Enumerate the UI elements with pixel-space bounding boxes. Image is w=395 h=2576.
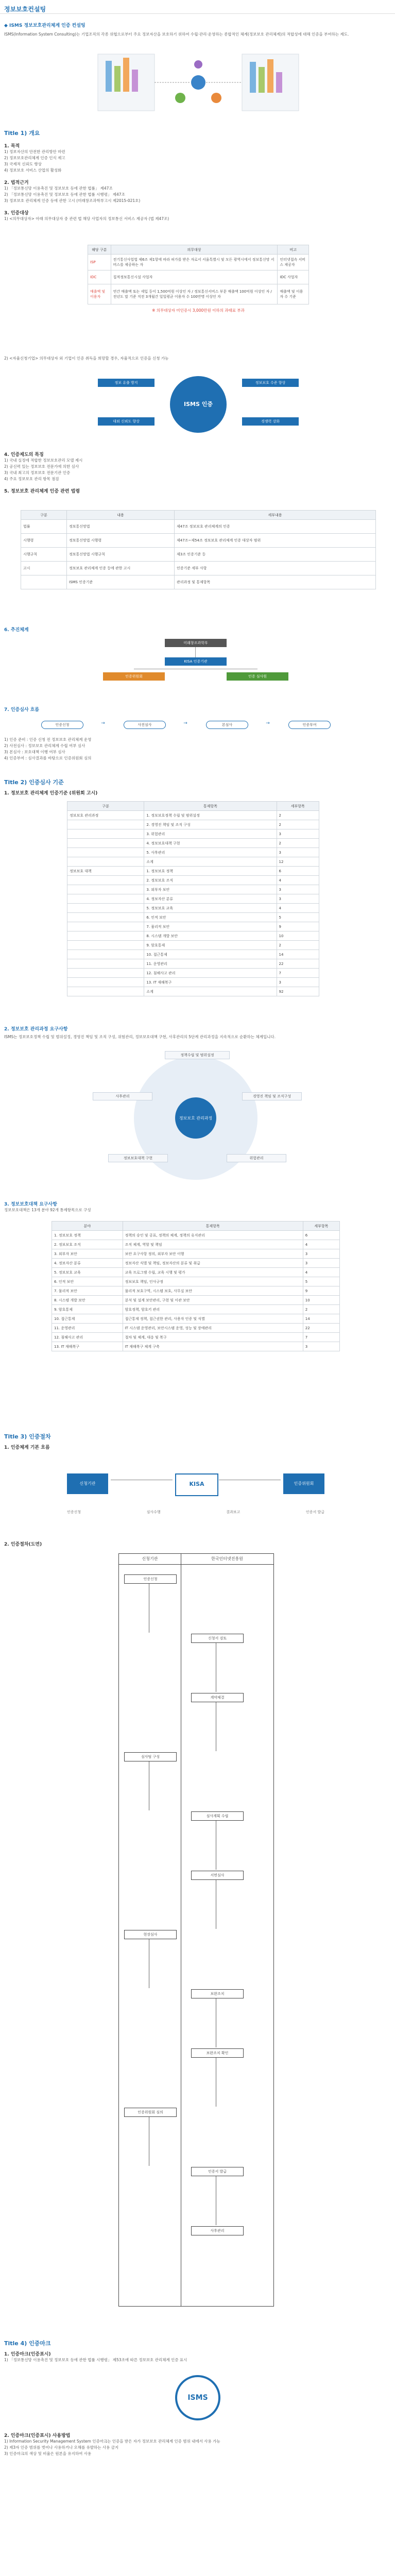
flow-node-applicant: 신청기관 — [67, 1473, 108, 1494]
table-row — [52, 1249, 340, 1259]
table-cell: 교육 프로그램 수립, 교육 시행 및 평가 — [123, 1268, 303, 1277]
table-cell: 10. 접근통제 — [144, 950, 277, 959]
t3-basic-flow — [62, 1453, 330, 1525]
table-cell: 12. 침해사고 관리 — [144, 969, 277, 978]
table-row — [67, 857, 319, 867]
table-cell: 5 — [277, 913, 319, 922]
t4-s2-section — [4, 2432, 391, 2457]
table-cell: 정보보호 관리체계 인증 등에 관한 고시 — [67, 562, 175, 575]
table-row — [67, 811, 319, 820]
table-cell: 22 — [303, 1324, 339, 1333]
table-cell: 1. 정보보호정책 수립 및 범위설정 — [144, 811, 277, 820]
t4-s1-desc: 1) 「정보통신망 이용촉진 및 정보보호 등에 관한 법률 시행령」 제53조에 따른 정보보호 관리체계 인증 표시 — [4, 2358, 187, 2362]
table-cell: 10. 접근통제 — [52, 1314, 123, 1324]
table-cell: IDC 사업자 — [278, 270, 309, 284]
t1-s6-title: 6. 추진체계 — [4, 628, 29, 633]
table-header: 분야 — [52, 1222, 123, 1231]
table-row — [52, 1296, 340, 1305]
table-row — [67, 941, 319, 950]
legend-item: 결과보고 — [226, 1510, 241, 1514]
t2-s2-section — [4, 1025, 391, 1040]
table-cell: 2 — [277, 839, 319, 848]
t4-s2-item: 3) 인증마크의 색상 및 비율은 원본을 유지하여 사용 — [4, 2451, 92, 2456]
legend-item: 인증서 발급 — [305, 1510, 324, 1514]
t2-s1-title: 1. 정보보호 관리체계 인증기준 (위원회 고시) — [4, 791, 98, 796]
t1-s7-item: 1) 인증 준비 : 인증 신청 전 정보보호 관리체계 운영 — [4, 737, 92, 742]
table-header: 세부항목 — [303, 1222, 339, 1231]
table-cell: 7. 물리적 보안 — [144, 922, 277, 931]
header-divider — [0, 13, 395, 14]
table-cell: 3 — [277, 885, 319, 894]
table-cell: 법률 — [21, 520, 67, 534]
table-cell: 7 — [303, 1333, 339, 1342]
t1-title: Title 1) 개요 — [4, 130, 40, 137]
table-cell — [67, 978, 144, 987]
table-cell — [67, 959, 144, 969]
table-cell — [67, 820, 144, 829]
table-cell — [67, 904, 144, 913]
table-row — [67, 848, 319, 857]
table-row — [67, 839, 319, 848]
table-cell: IDC — [88, 270, 111, 284]
table-cell: 14 — [277, 950, 319, 959]
t1-s2-item: 1) 「정보통신망 이용촉진 및 정보보호 등에 관한 법률」 제47조 — [4, 186, 113, 191]
table-header: 구분 — [21, 511, 67, 520]
t1-s2-title: 2. 법적근거 — [4, 180, 29, 185]
table-row — [52, 1342, 340, 1351]
t4-s2-title: 2. 인증마크(인증표시) 사용방법 — [4, 2433, 71, 2438]
table-row — [67, 913, 319, 922]
table-cell: 정보보호 관리과정 — [67, 811, 144, 820]
intro-diagram — [77, 52, 319, 113]
table-cell: 7 — [277, 969, 319, 978]
table-row — [67, 885, 319, 894]
table-cell: 11. 운영관리 — [52, 1324, 123, 1333]
table-cell: 조직 체계, 역할 및 책임 — [123, 1240, 303, 1249]
table-row — [67, 931, 319, 941]
table-row — [52, 1333, 340, 1342]
table-cell: 정보통신망법 — [67, 520, 175, 534]
table-cell: 보안 요구사항 정의, 외부자 보안 이행 — [123, 1249, 303, 1259]
table-cell: 3. 외부자 보안 — [144, 885, 277, 894]
table-cell: 2. 경영진 책임 및 조직 구성 — [144, 820, 277, 829]
table-cell: 13. IT 재해복구 — [52, 1342, 123, 1351]
table-cell: 3 — [277, 829, 319, 839]
t1-s7-item: 2) 사전심사 : 정보보호 관리체계 수립 여부 심사 — [4, 743, 85, 748]
table-cell: 5. 사후관리 — [144, 848, 277, 857]
table-row — [88, 255, 309, 270]
table-cell — [67, 848, 144, 857]
table-cell: IT 재해복구 체계 구축 — [123, 1342, 303, 1351]
table-cell: 인증기준 세부 사항 — [175, 562, 376, 575]
flow-legend — [67, 1510, 324, 1515]
table-row — [67, 820, 319, 829]
table-cell: ISP — [88, 255, 111, 270]
table-cell: 정보보호 책임, 인사규정 — [123, 1277, 303, 1286]
t1-s7-items — [4, 737, 391, 761]
procedure-diagram — [118, 1553, 274, 2307]
t3-s2-section — [4, 1540, 391, 1547]
isms-center-circle: ISMS 인증 — [170, 376, 227, 433]
t1-s3-item2: 2) <자율신청기업> 의무대상자 외 기업이 인증 취득을 희망할 경우, 자율적으로 인증을 신청 가능 — [4, 356, 169, 361]
t2-s2-title: 2. 정보보호 관리과정 요구사항 — [4, 1027, 68, 1032]
t2-s2-desc: ISMS는 정보보호정책 수립 및 범위설정, 경영진 책임 및 조직 구성, 위험관리, 정보보호대책 구현, 사후관리의 5단계 관리과정을 지속적으로 순환하는 체계입니다. — [4, 1035, 276, 1039]
table-cell — [67, 876, 144, 885]
org-connector — [195, 647, 196, 657]
t1-s4-item: 3) 국내 최고의 정보보호 전문기관 인증 — [4, 470, 71, 475]
process-node: 경영진 책임 및 조직구성 — [242, 1092, 302, 1100]
table-cell — [67, 894, 144, 904]
table-cell: 7. 물리적 보안 — [52, 1286, 123, 1296]
proc-step: 신청서 검토 — [191, 1634, 244, 1643]
table-cell: 92 — [277, 987, 319, 996]
table-row — [52, 1231, 340, 1240]
proc-step: 보완조치 확인 — [191, 2048, 244, 2058]
table-cell: 집적정보통신시설 사업자 — [111, 270, 278, 284]
proc-step: 서면심사 — [191, 1871, 244, 1880]
table-row — [52, 1240, 340, 1249]
table-row — [52, 1286, 340, 1296]
org-right: 인증 심사원 — [227, 672, 288, 681]
table-row — [67, 867, 319, 876]
table-cell: 9. 암호통제 — [144, 941, 277, 950]
table-row — [67, 894, 319, 904]
table-cell: 8. 시스템 개발 보안 — [144, 931, 277, 941]
table-cell — [21, 575, 67, 589]
table-header: 통제항목 — [123, 1222, 303, 1231]
table-cell: 13. IT 재해복구 — [144, 978, 277, 987]
table-cell: 시행규칙 — [21, 548, 67, 562]
t1-s5-table — [21, 510, 376, 589]
table-cell: 3 — [277, 848, 319, 857]
t1-s1-item: 1) 정보자산의 안전한 관리방안 마련 — [4, 149, 65, 154]
table-cell: 2 — [277, 941, 319, 950]
table-row — [21, 520, 376, 534]
t2-s1-table — [67, 801, 319, 996]
table-cell: 인터넷접속 서비스 제공자 — [278, 255, 309, 270]
table-cell — [67, 950, 144, 959]
t3-section — [4, 1432, 391, 1450]
table-row — [52, 1314, 340, 1324]
table-row — [67, 987, 319, 996]
table-cell: 3. 외부자 보안 — [52, 1249, 123, 1259]
table-cell: 전기통신사업법 제6조 제1항에 따라 허가를 받은 자로서 서울특별시 및 모든 광역시에서 정보통신망 서비스를 제공하는 자 — [111, 255, 278, 270]
process-cycle-diagram — [93, 1051, 299, 1180]
table-header: 세부항목 — [277, 802, 319, 811]
t1-s3-item2-block — [4, 355, 391, 362]
table-cell — [67, 885, 144, 894]
table-cell: 2 — [277, 811, 319, 820]
legend-item: 심사수행 — [146, 1510, 161, 1514]
table-row — [52, 1268, 340, 1277]
table-header: 세부내용 — [175, 511, 376, 520]
table-row — [67, 959, 319, 969]
table-header: 구분 — [67, 802, 144, 811]
table-row — [67, 904, 319, 913]
table-header: 비고 — [278, 245, 309, 255]
table-row — [67, 950, 319, 959]
table-cell: 12. 침해사고 관리 — [52, 1333, 123, 1342]
table-row — [21, 562, 376, 575]
table-row — [67, 876, 319, 885]
t2-s3-title: 3. 정보보호대책 요구사항 — [4, 1202, 57, 1207]
table-cell: 2. 정보보호 조직 — [52, 1240, 123, 1249]
proc-step: 심사팀 구성 — [124, 1752, 177, 1761]
table-row — [67, 969, 319, 978]
t3-s2-title: 2. 인증절차(도면) — [4, 1542, 42, 1547]
proc-step: 인증위원회 심의 — [124, 2108, 177, 2117]
arrow-icon: → — [101, 721, 105, 726]
table-cell: 소계 — [144, 857, 277, 867]
t1-s4-item: 2) 공신력 있는 정보보호 전문가에 의한 심사 — [4, 464, 79, 469]
intro-title: ◆ ISMS 정보보호관리체계 인증 컨설팅 — [4, 23, 85, 28]
t1-s1-title: 1. 목적 — [4, 144, 20, 149]
table-cell: 3 — [303, 1259, 339, 1268]
table-row — [52, 1305, 340, 1314]
flow-node-committee: 인증위원회 — [283, 1473, 324, 1494]
table-cell: 고시 — [21, 562, 67, 575]
table-cell: 4 — [303, 1268, 339, 1277]
table-row — [21, 548, 376, 562]
table-cell — [67, 922, 144, 931]
proc-step: 심사계획 수립 — [191, 1811, 244, 1821]
table-cell: 매출액 및 이용자 — [88, 284, 111, 304]
proc-col-header: 신청기관 — [119, 1554, 181, 1565]
table-cell: 제3조 인증기준 등 — [175, 548, 376, 562]
table-cell — [67, 931, 144, 941]
table-row — [88, 284, 309, 304]
intro-section — [4, 22, 391, 38]
table-header: 통제항목 — [144, 802, 277, 811]
flow-steps — [41, 719, 350, 732]
table-cell: 시행령 — [21, 534, 67, 548]
table-cell — [67, 829, 144, 839]
arrow-icon: → — [183, 721, 187, 726]
t3-s1-title: 1. 인증체계 기본 흐름 — [4, 1445, 50, 1450]
table-header: 내용 — [67, 511, 175, 520]
proc-col-header: 한국인터넷진흥원 — [181, 1554, 273, 1565]
table-cell: 4 — [303, 1240, 339, 1249]
table-cell: 분석 및 설계 보안관리, 구현 및 이관 보안 — [123, 1296, 303, 1305]
table-row — [67, 922, 319, 931]
process-node: 정보보호대책 구현 — [108, 1154, 168, 1162]
table-cell: 10 — [277, 931, 319, 941]
table-header: 해당 구분 — [88, 245, 111, 255]
t2-title: Title 2) 인증심사 기준 — [4, 779, 64, 786]
table-cell: 접근통제 정책, 접근권한 관리, 사용자 인증 및 식별 — [123, 1314, 303, 1324]
table-cell: 절차 및 체계, 대응 및 복구 — [123, 1333, 303, 1342]
table-cell: 9 — [277, 922, 319, 931]
t2-s3-table — [51, 1221, 340, 1351]
table-cell: 제47조 정보보호 관리체계의 인증 — [175, 520, 376, 534]
table-cell: IT 시스템 운영관리, 보안시스템 운영, 성능 및 장애관리 — [123, 1324, 303, 1333]
org-mid: KISA 인증기관 — [165, 657, 227, 666]
table-cell: 6 — [303, 1231, 339, 1240]
table-cell: 3 — [277, 894, 319, 904]
t4-title: Title 4) 인증마크 — [4, 2340, 51, 2347]
table-cell: 1. 정보보호 정책 — [144, 867, 277, 876]
intro-diagram-svg — [77, 52, 319, 113]
flow-step: 인증신청 — [41, 721, 83, 729]
table-cell: 6. 인적 보안 — [144, 913, 277, 922]
table-row — [67, 978, 319, 987]
t1-s3-note: ※ 의무대상자 미인증시 3,000만원 이하의 과태료 부과 — [152, 308, 245, 313]
table-cell — [67, 857, 144, 867]
t2-s3-section — [4, 1200, 391, 1213]
table-cell: 6 — [277, 867, 319, 876]
process-node: 사후관리 — [93, 1092, 152, 1100]
table-cell: 정보보호 대책 — [67, 867, 144, 876]
table-cell: 1. 정보보호 정책 — [52, 1231, 123, 1240]
table-cell: 정보통신망법 시행령 — [67, 534, 175, 548]
proc-step: 보완조치 — [191, 1989, 244, 1998]
proc-step: 인증신청 — [124, 1574, 177, 1584]
t1-section — [4, 129, 391, 222]
table-cell: 관리과정 및 통제항목 — [175, 575, 376, 589]
org-chart — [93, 639, 299, 693]
table-row — [21, 534, 376, 548]
t1-s1-item: 2) 정보보호관리체계 인증 인식 제고 — [4, 156, 65, 160]
table-cell: ISMS 인증기준 — [67, 575, 175, 589]
table-cell: 정보통신망법 시행규칙 — [67, 548, 175, 562]
table-cell: 4. 정보자산 분류 — [144, 894, 277, 904]
t1-s3-item: 1) <의무대상자> 아래 의무대상자 중 관련 법 해당 사업자의 정보통신 서비스 제공자 (법 제47조) — [4, 216, 169, 221]
t1-s2-item: 3) 정보보호 관리체계 인증 등에 관한 고시 (미래창조과학부고시 제2015-021호) — [4, 198, 141, 203]
table-cell: 소계 — [144, 987, 277, 996]
process-center: 정보보호 관리과정 — [175, 1097, 216, 1139]
table-cell — [67, 839, 144, 848]
table-cell — [67, 913, 144, 922]
benefit-box: 정보 유출 방지 — [98, 379, 154, 387]
isms-benefit-diagram — [98, 371, 299, 440]
proc-step: 현장심사 — [124, 1930, 177, 1939]
table-cell: 연간 매출액 또는 세입 등이 1,500억원 이상인 자 / 정보통신서비스 부문 매출액 100억원 이상인 자 / 전년도 말 기준 직전 3개월간 일일평균 이용자 수 100만명 이상인 자 — [111, 284, 278, 304]
proc-step: 사후관리 — [191, 2226, 244, 2235]
t1-s4-item: 4) 주요 정보보호 관리 항목 점검 — [4, 477, 59, 481]
table-cell: 물리적 보호구역, 시스템 보호, 사무실 보안 — [123, 1286, 303, 1296]
t3-title: Title 3) 인증절차 — [4, 1433, 51, 1440]
table-cell: 5. 정보보호 교육 — [144, 904, 277, 913]
benefit-box: 대외 신뢰도 향상 — [98, 417, 154, 426]
table-cell: 14 — [303, 1314, 339, 1324]
t1-s3-title: 3. 인증대상 — [4, 211, 29, 216]
table-cell: 2. 정보보호 조직 — [144, 876, 277, 885]
t1-s7-item: 4) 인증부여 : 심사결과를 바탕으로 인증위원회 심의 — [4, 756, 92, 760]
table-row — [52, 1259, 340, 1268]
table-cell: 3. 위험관리 — [144, 829, 277, 839]
table-cell: 매출액 및 이용자 수 기준 — [278, 284, 309, 304]
table-cell — [67, 969, 144, 978]
process-node: 정책수립 및 범위설정 — [165, 1051, 230, 1059]
table-cell: 9 — [303, 1286, 339, 1296]
proc-step: 계약체결 — [191, 1693, 244, 1702]
arrow-icon: → — [266, 721, 270, 726]
proc-step: 인증서 발급 — [191, 2167, 244, 2176]
table-header: 의무대상 — [111, 245, 278, 255]
t1-s5-title: 5. 정보보호 관리체계 인증 관련 법령 — [4, 489, 80, 494]
t1-s1-item: 4) 정보보호 서비스 산업의 활성화 — [4, 168, 62, 173]
org-top: 미래창조과학부 — [165, 639, 227, 647]
t1-s1-item: 3) 국제적 신뢰도 향상 — [4, 162, 42, 166]
table-cell: 10 — [303, 1296, 339, 1305]
benefit-box: 정보보호 수준 향상 — [242, 379, 299, 387]
flow-step: 사전심사 — [124, 721, 166, 729]
table-row — [52, 1324, 340, 1333]
flow-step: 인증부여 — [288, 721, 331, 729]
org-left: 인증위원회 — [103, 672, 165, 681]
table-cell: 6. 인적 보안 — [52, 1277, 123, 1286]
table-cell — [67, 987, 144, 996]
table-cell: 2 — [277, 820, 319, 829]
benefit-box: 경쟁력 강화 — [242, 417, 299, 426]
table-cell: 5 — [303, 1277, 339, 1286]
table-row — [67, 829, 319, 839]
t4-section — [4, 2339, 391, 2363]
table-cell: 3 — [277, 978, 319, 987]
t4-s1-title: 1. 인증마크(인증표시) — [4, 2352, 51, 2357]
table-row — [88, 270, 309, 284]
flow-node-kisa: KISA — [175, 1473, 218, 1496]
table-cell: 4. 정보자산 분류 — [52, 1259, 123, 1268]
t1-s6-section — [4, 626, 391, 633]
flow-step: 본심사 — [206, 721, 248, 729]
t2-s3-desc: 정보보호대책은 13개 분야 92개 통제항목으로 구성 — [4, 1208, 91, 1212]
table-cell: 정책의 승인 및 공표, 정책의 체계, 정책의 유지관리 — [123, 1231, 303, 1240]
t1-s3-table — [88, 245, 309, 314]
intro-desc: ISMS(Information System Consulting)는 기업조직의 각종 위협으로부터 주요 정보자산을 보호하기 위하여 수립·관리·운영하는 종합적인 체계(정보보호 관리체계)의 적합성에 대해 인증을 부여하는 제도. — [4, 32, 349, 37]
t2-section — [4, 778, 391, 796]
t4-s2-item: 2) 제3자 인증 범위를 벗어나 사용하거나 오해를 유발하는 사용 금지 — [4, 2445, 119, 2450]
page-title: 정보보호컨설팅 — [4, 6, 46, 13]
t1-s4-section — [4, 451, 391, 494]
table-cell: 4 — [277, 876, 319, 885]
legend-item: 인증신청 — [67, 1510, 81, 1514]
t1-s7-title: 7. 인증심사 흐름 — [4, 707, 40, 713]
table-cell: 22 — [277, 959, 319, 969]
table-cell: 11. 운영관리 — [144, 959, 277, 969]
t1-s2-item: 2) 「정보통신망 이용촉진 및 정보보호 등에 관한 법률 시행령」 제47조 — [4, 192, 125, 197]
t1-s4-item: 1) 국내 실정에 적합한 정보보호관리 모델 제시 — [4, 458, 83, 463]
isms-badge-logo: ISMS — [175, 2375, 220, 2420]
table-row — [52, 1277, 340, 1286]
table-cell: 암호정책, 암호키 관리 — [123, 1305, 303, 1314]
table-cell: 9. 암호통제 — [52, 1305, 123, 1314]
table-cell: 제47조~제54조 정보보호 관리체계 인증 대상자 범위 — [175, 534, 376, 548]
table-cell: 3 — [303, 1249, 339, 1259]
page-header — [0, 0, 395, 15]
t1-s4-title: 4. 인증제도의 특징 — [4, 452, 44, 457]
t1-s7-item: 3) 본심사 : 보호대책 이행 여부 심사 — [4, 750, 65, 754]
table-cell: 정보자산 식별 및 책임, 정보자산의 분류 및 취급 — [123, 1259, 303, 1268]
table-cell — [67, 941, 144, 950]
table-cell: 4. 정보보호대책 구현 — [144, 839, 277, 848]
table-cell: 5. 정보보호 교육 — [52, 1268, 123, 1277]
table-cell: 12 — [277, 857, 319, 867]
table-cell: 8. 시스템 개발 보안 — [52, 1296, 123, 1305]
t4-s2-item: 1) Information Security Management System 인증마크는 인증을 받은 자가 정보보호 관리체계 인증 범위 내에서 사용 가능 — [4, 2439, 220, 2444]
table-row — [21, 575, 376, 589]
table-cell: 3 — [303, 1342, 339, 1351]
table-cell: 4 — [277, 904, 319, 913]
t1-s7-section — [4, 706, 391, 713]
table-cell: 2 — [303, 1305, 339, 1314]
process-node: 위험관리 — [227, 1154, 286, 1162]
